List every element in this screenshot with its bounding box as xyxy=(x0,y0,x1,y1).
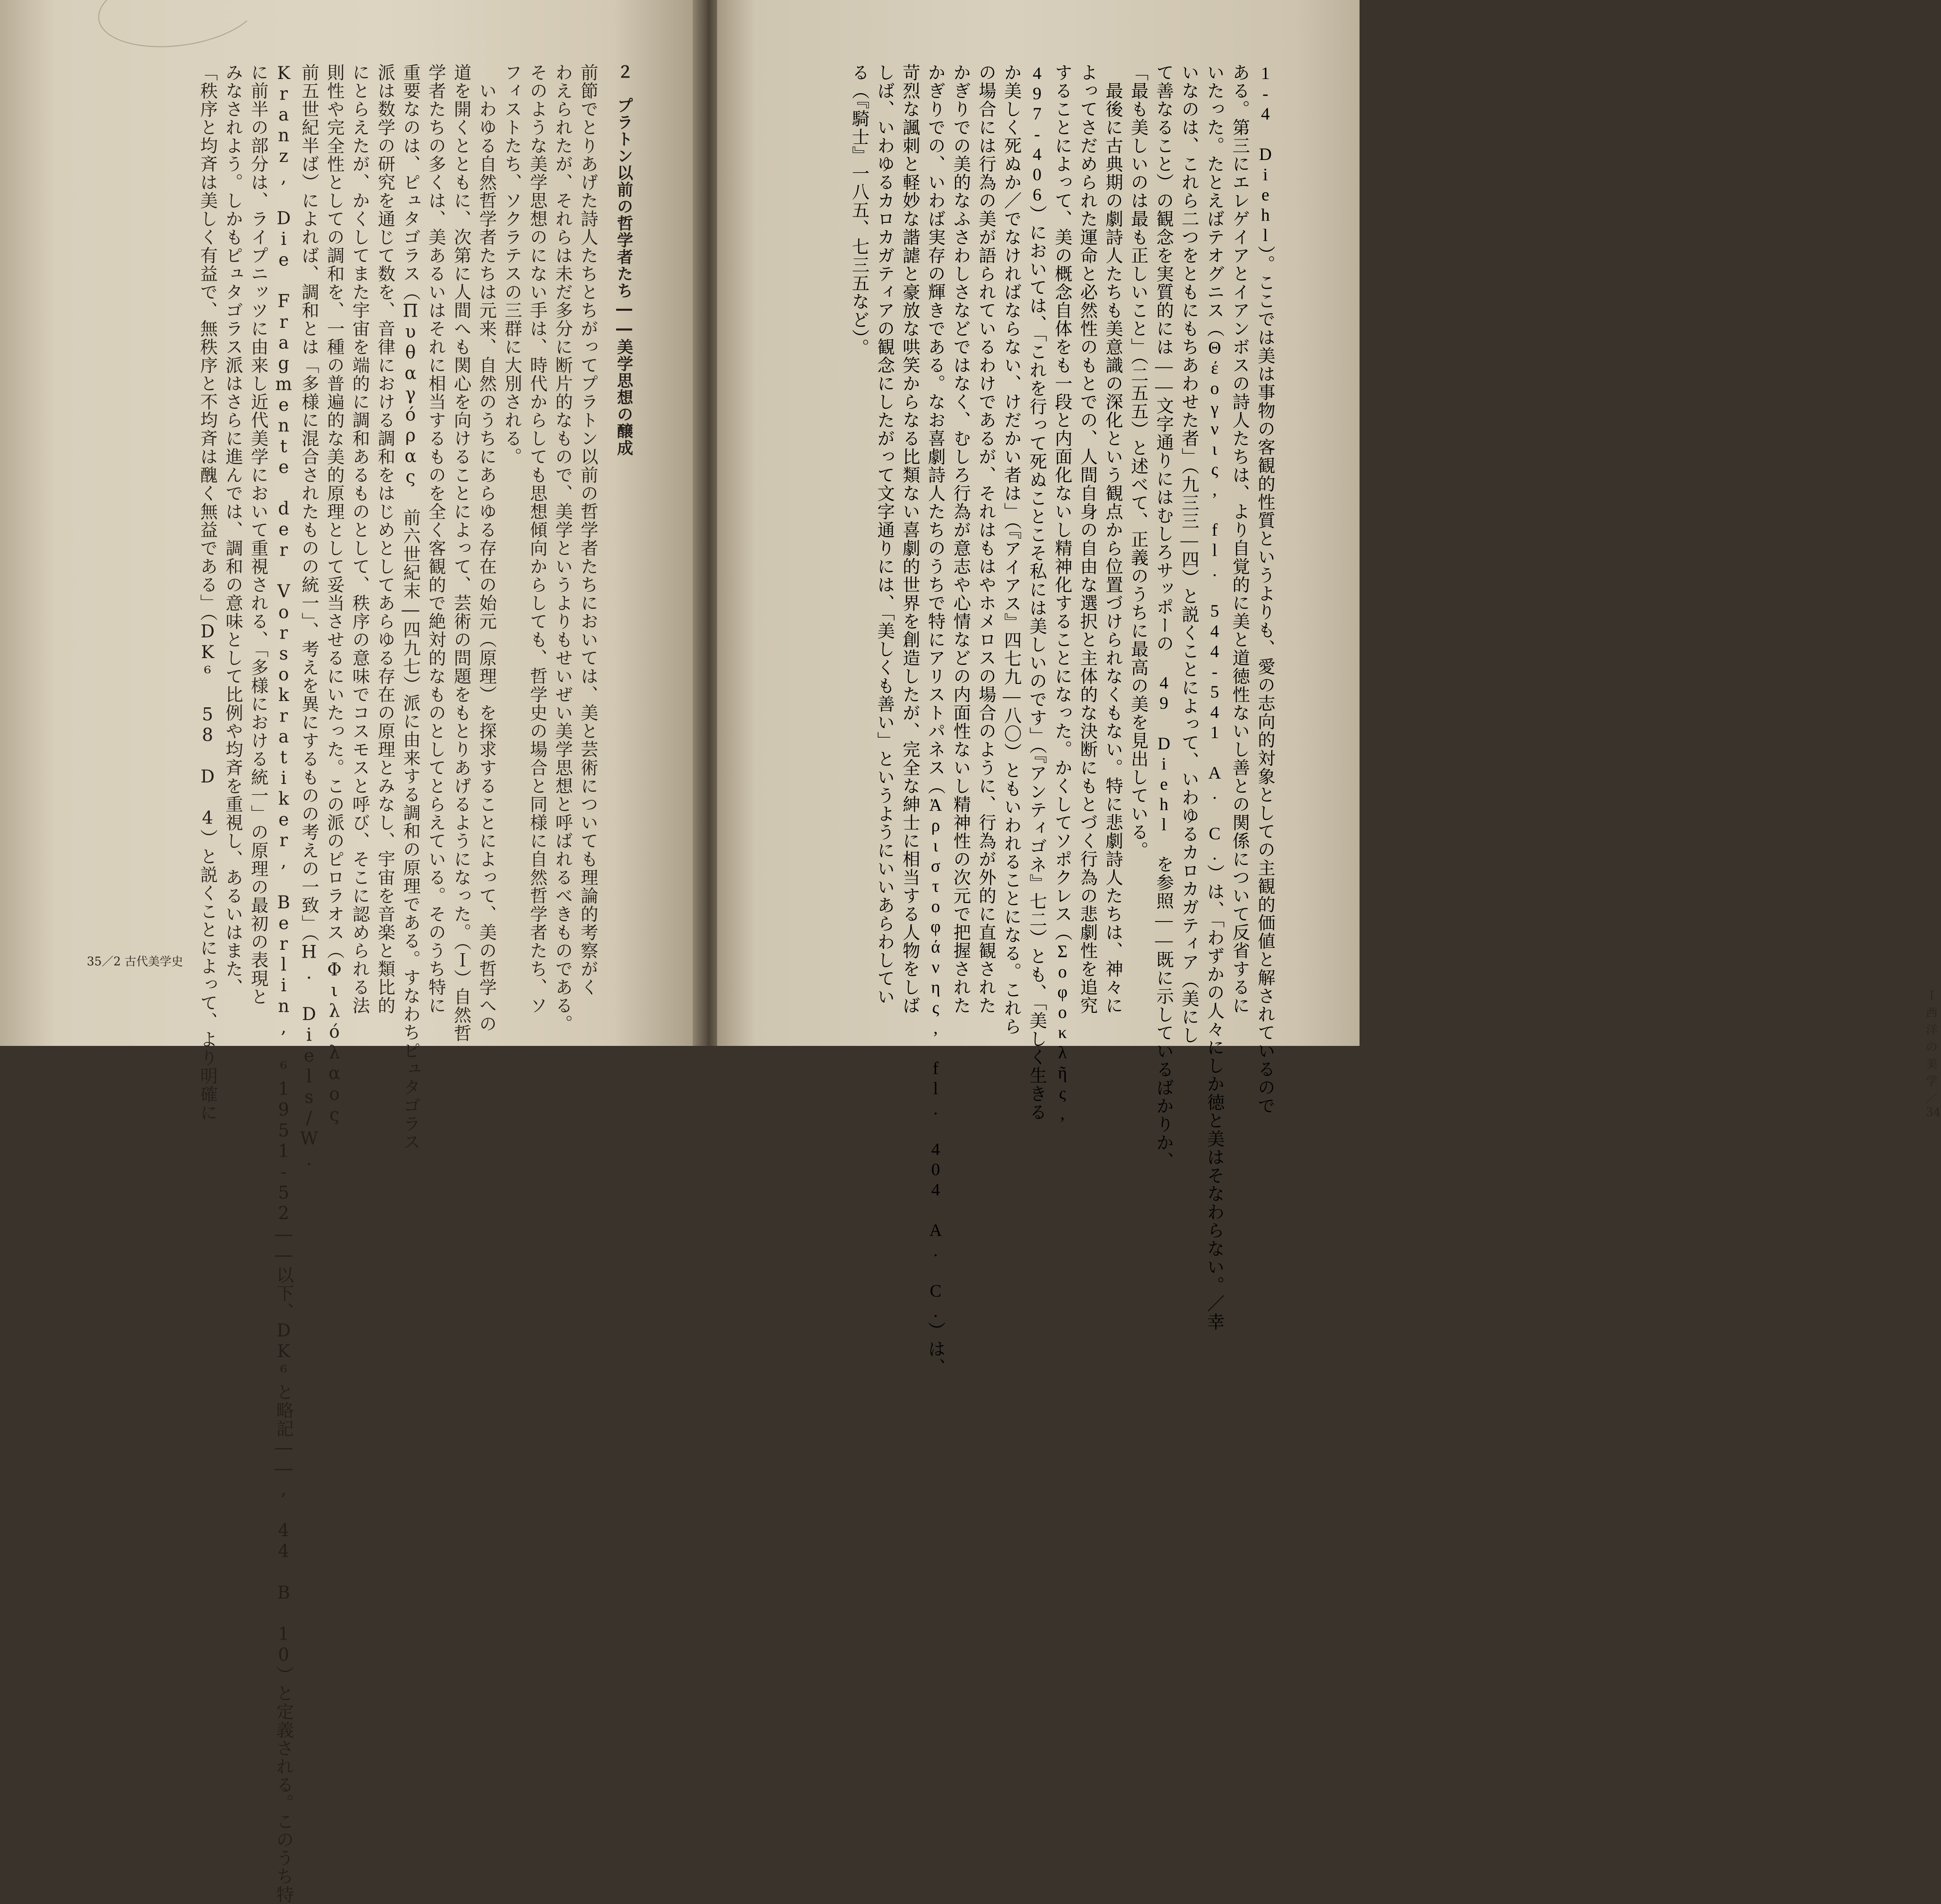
text-line: の場合には行為の美が語られているわけであるが、それはもはやホメロスの場合のように、行為が外的に直観された xyxy=(977,63,996,1015)
text-line: 則性や完全性としての調和を、一種の普遍的な美的原理として妥当させるにいたった。この派のピロラオス（Φιλόλαος xyxy=(324,63,344,1126)
pencil-mark xyxy=(93,0,265,57)
text-line: 497-406）においては、「これを行って死ぬことこそ私には美しいのです」（『アンティゴネ』七二）とも、「美しく生きる xyxy=(1027,63,1047,1122)
text-line: 「最も美しいのは最も正しいこと」（二五五）と述べて、正義のうちに最高の美を見出している。 xyxy=(1129,63,1148,860)
text-line: いなのは、これら二つをともにもちあわせた者」（九三三―四）と説くことによって、いわゆるカロカガティア（美にし xyxy=(1180,63,1199,1044)
text-line: いたった。たとえばテオグニス（Θέογνις, fl. 544-541 A. C.）は、「わずかの人々にしか徳と美はそなわらない。／幸 xyxy=(1205,63,1224,1331)
text-line: にとらえたが、かくしてまた宇宙を端的に調和あるものとして、秩序の意味でコスモスと呼び、そこに認められる法 xyxy=(350,63,370,1015)
section-heading: ２ プラトン以前の哲学者たち――美学思想の醸成 xyxy=(615,63,634,457)
right-page-footer: Ｉ 西洋の美学／34 xyxy=(1926,989,1941,1119)
text-line: ある。第三にエレゲイアとイアンボスの詩人たちは、より自覚的に美と道徳性ないし善との関係について反省するに xyxy=(1230,63,1250,1015)
text-line: 前節でとりあげた詩人たちとちがってプラトン以前の哲学者たちにおいては、美と芸術についても理論的考察がく xyxy=(578,63,598,997)
right-page-vertical-text xyxy=(847,63,1278,1377)
left-page xyxy=(0,0,698,1904)
text-line: 学者たちの多くは、美あるいはそれに相当するものを全く客観的で絶対的なものとしてとらえている。そのうち特に xyxy=(426,63,446,1015)
text-line: て善なること）の観念を実質的には――文字通りにはむしろサッポーの 49 Diehl を参照――既に示しているばかりか、 xyxy=(1154,63,1174,1170)
text-line: 苛烈な諷刺と軽妙な諧謔と豪放な哄笑からなる比類ない喜劇的世界を創造したが、完全な紳士に相当する人物をしば xyxy=(900,63,920,1015)
text-line: わえられたが、それらは未だ多分に断片的なもので、美学というよりもせいぜい美学思想と呼ばれるべきものである。 xyxy=(553,63,573,1033)
left-page-vertical-text xyxy=(195,63,637,1904)
text-line: 派は数学の研究を通じて数を、音律における調和をはじめとしてあらゆる存在の原理とみなし、宇宙を音楽と類比的 xyxy=(375,63,395,1015)
text-line: いわゆる自然哲学者たちは元来、自然のうちにあらゆる存在の始元（原理）を探求することによって、美の哲学への xyxy=(477,63,497,1033)
text-line: に前半の部分は、ライプニッツに由来し近代美学において重視される、「多様における統一」の原理の最初の表現と xyxy=(248,63,268,1006)
text-line: か美しく死ぬか／でなければならない、けだかい者は」（『アイアス』四七九―八〇）ともいわれることになる。これら xyxy=(1002,63,1021,1036)
text-line: 1-4 Diehl）。ここでは美は事物の客観的性質というよりも、愛の志向的対象としての主観的価値と解されているので xyxy=(1256,63,1275,1115)
text-line: フィストたち、ソクラテスの三群に大別される。 xyxy=(502,63,522,466)
text-line: Kranz, Die Fragmente der Vorsokratiker, Berlin, ⁶1951-52――以下、DK⁶と略記――, 44 B 10）と定義される。このうち特 xyxy=(274,63,294,1904)
text-line: 重要なのは、ピュタゴラス（Πυθαγόρας 前六世紀末―四九七）派に由来する調和の原理である。すなわちピュタゴラス xyxy=(400,63,420,1151)
text-line: することによって、美の概念自体をも一段と内面化ないし精神化することになった。かくしてソポクレス（Σοφοκλῆς, xyxy=(1053,63,1072,1124)
text-line: みなされよう。しかもピュタゴラス派はさらに進んでは、調和の意味として比例や均斉を重視し、あるいはまた、 xyxy=(223,63,243,997)
text-line: しば、いわゆるカロカガティアの観念にしたがって文字通りには、「美しくも善い」というようにいいあらわしてい xyxy=(875,63,895,1006)
text-line: そのような美学思想のにない手は、時代からしても思想傾向からしても、哲学史の場合と同様に自然哲学者たち、ソ xyxy=(527,63,547,1015)
text-line: よってさだめられた運命と必然性のもとでの、人間自身の自由な選択と主体的な決断にもとづく行為の悲劇性を追究 xyxy=(1078,63,1098,1015)
right-page-text xyxy=(790,63,1278,1377)
left-page-footer: 35／2 古代美学史 xyxy=(87,955,183,968)
text-line: 前五世紀半ば）によれば、調和とは「多様に混合されたものの統一」、考えを異にするものの考えの一致」（H. Diels/W. xyxy=(299,63,319,1170)
text-line: 道を開くとともに、次第に人間へも関心を向けることによって、芸術の問題をもとりあげるようになった。（Ｉ）自然哲 xyxy=(451,63,471,1042)
text-line: 「秩序と均斉は美しく有益で、無秩序と不均斉は醜く無益である」（DK⁶ 58 D 4）と説くことによって、より明確に xyxy=(198,63,218,1122)
text-line: る（『騎士』一八五、七三五など）。 xyxy=(850,63,869,357)
text-line: 最後に古典期の劇詩人たちも美意識の深化という観点から位置づけられなくもない。特に悲劇詩人たちは、神々に xyxy=(1103,63,1123,1015)
text-line: かぎりでの美的なふさわしさなどではなく、むしろ行為が意志や心情などの内面性ないし精神性の次元で把握された xyxy=(951,63,971,1015)
text-line: かぎりでの、いわば実存の輝きである。なお喜劇詩人たちのうちで特にアリストパネス（Ἀριστοφάνης, fl. 404 A. C.）は、 xyxy=(926,63,945,1377)
